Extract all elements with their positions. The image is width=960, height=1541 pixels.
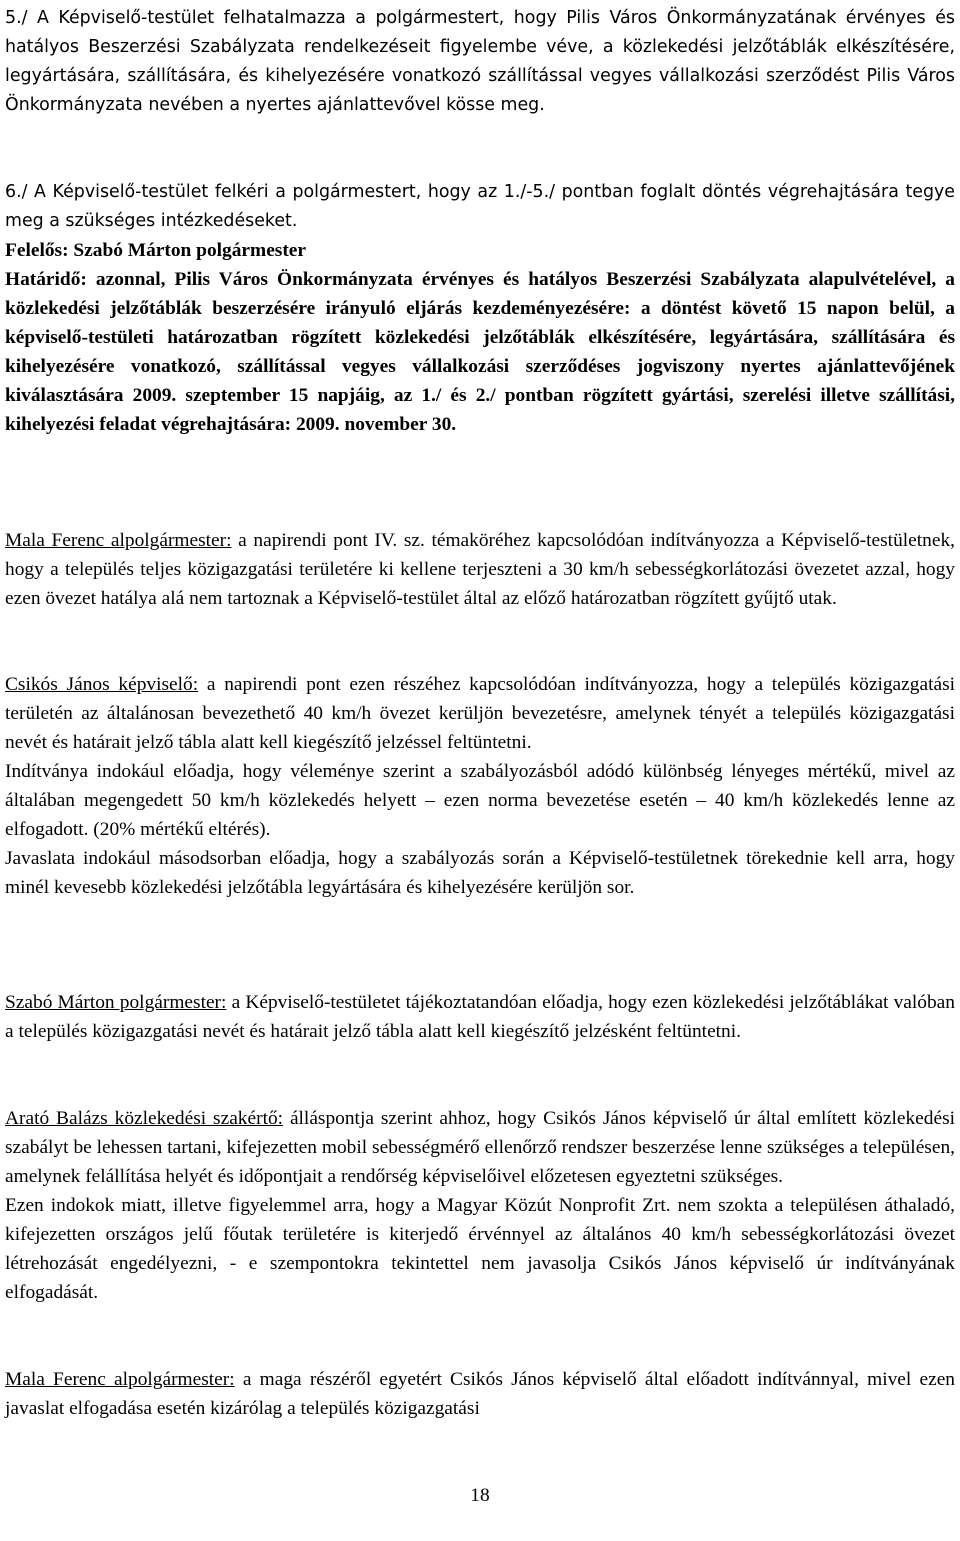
statement-text: a napirendi pont IV. sz. témaköréhez kapcsolódóan indítványozza a Képviselő-testületnek, hogy a település teljes közigazgatási területére ki kellene terjeszteni a 30 km/h sebességkorlátozási övezetet azzal, hogy ezen övezet hatálya alá nem tartoznak a Képviselő-testület által az előző határozatban rögzített gyűjtő utak. <box>5 530 955 609</box>
szabo-marton-statement <box>5 988 955 1046</box>
page-number: 18 <box>470 1485 490 1506</box>
responsible-text: Felelős: Szabó Márton polgármester <box>5 240 307 261</box>
mala-ferenc-statement-2 <box>5 1365 955 1423</box>
resolution-item-5 <box>5 4 955 120</box>
csikos-janos-statement <box>5 670 955 902</box>
speaker-name: Mala Ferenc alpolgármester: <box>5 1369 235 1390</box>
deadline-paragraph <box>5 265 955 439</box>
responsible-line <box>5 236 955 265</box>
statement-text: a Képviselő-testületet tájékoztatandóan előadja, hogy ezen közlekedési jelzőtáblákat valóban a település közigazgatási nevét és határait jelző tábla alatt kell kiegészítő jelzésként feltüntetni. <box>5 992 955 1042</box>
statement-text: a maga részéről egyetért Csikós János képviselő által előadott indítvánnyal, mivel ezen javaslat elfogadása esetén kizárólag a település közigazgatási <box>5 1369 955 1419</box>
deadline-text: Határidő: azonnal, Pilis Város Önkormányzata érvényes és hatályos Beszerzési Szabályzata alapulvételével, a közlekedési jelzőtáblák beszerzésére irányuló eljárás kezdeményezésére: a döntést követő 15 napon belül, a képviselő-testületi határozatban rögzített közlekedési jelzőtáblák elkészítésére, legyártására, szállítására és kihelyezésére vonatkozó, szállítással vegyes vállalkozási szerződéses jogviszony nyertes ajánlattevőjének kiválasztására 2009. szeptember 15 napjáig, az 1./ és 2./ pontban rögzített gyártási, szerelési illetve szállítási, kihelyezési feladat végrehajtására: 2009. november 30. <box>5 269 955 435</box>
statement-text: Javaslata indokául másodsorban előadja, hogy a szabályozás során a Képviselő-testületnek törekednie kell arra, hogy minél kevesebb közlekedési jelzőtábla legyártására és kihelyezésére kerüljön sor. <box>5 848 955 898</box>
speaker-name: Csikós János képviselő: <box>5 674 199 695</box>
arato-balazs-statement <box>5 1104 955 1307</box>
speaker-name: Mala Ferenc alpolgármester: <box>5 530 232 551</box>
speaker-name: Arató Balázs közlekedési szakértő: <box>5 1108 284 1129</box>
statement-text: Indítványa indokául előadja, hogy véleménye szerint a szabályozásból adódó különbség lényeges mértékű, mivel az általában megengedett 50 km/h közlekedés helyett – ezen norma bevezetése esetén – 40 km/h közlekedés lenne az elfogadott. (20% mértékű eltérés). <box>5 761 955 840</box>
item-6-text: 6./ A Képviselő-testület felkéri a polgármestert, hogy az 1./-5./ pontban foglalt döntés végrehajtására tegye meg a szükséges intézkedéseket. <box>5 182 955 231</box>
statement-text: Ezen indokok miatt, illetve figyelemmel arra, hogy a Magyar Közút Nonprofit Zrt. nem szokta a településen áthaladó, kifejezetten országos jelű főutak területére is kiterjedő érvénnyel az általános 40 km/h sebességkorlátozási övezet létrehozását engedélyezni, - e szempontokra tekintettel nem javasolja Csikós János képviselő úr indítványának elfogadását. <box>5 1195 955 1303</box>
item-5-text: 5./ A Képviselő-testület felhatalmazza a polgármestert, hogy Pilis Város Önkormányzatának érvényes és hatályos Beszerzési Szabályzata rendelkezéseit figyelembe véve, a közlekedési jelzőtáblák elkészítésére, legyártására, szállítására, és kihelyezésére vonatkozó szállítással vegyes vállalkozási szerződést Pilis Város Önkormányzata nevében a nyertes ajánlattevővel kösse meg. <box>5 8 955 115</box>
statement-text: a napirendi pont ezen részéhez kapcsolódóan indítványozza, hogy a település közigazgatási területén az általánosan bevezethető 40 km/h övezet kerüljön bevezetésre, amelynek tényét a település közigazgatási nevét és határait jelző tábla alatt kell kiegészítő jelzéssel feltüntetni. <box>5 674 955 753</box>
speaker-name: Szabó Márton polgármester: <box>5 992 227 1013</box>
resolution-item-6 <box>5 178 955 236</box>
mala-ferenc-statement-1 <box>5 526 955 613</box>
statement-text: álláspontja szerint ahhoz, hogy Csikós János képviselő úr által említett közlekedési szabályt be lehessen tartani, kifejezetten mobil sebességmérő ellenőrző rendszer beszerzése lenne szükséges a településen, amelynek felállítása helyét és időpontjait a rendőrség képviselőivel előzetesen egyeztetni szükséges. <box>5 1108 955 1187</box>
